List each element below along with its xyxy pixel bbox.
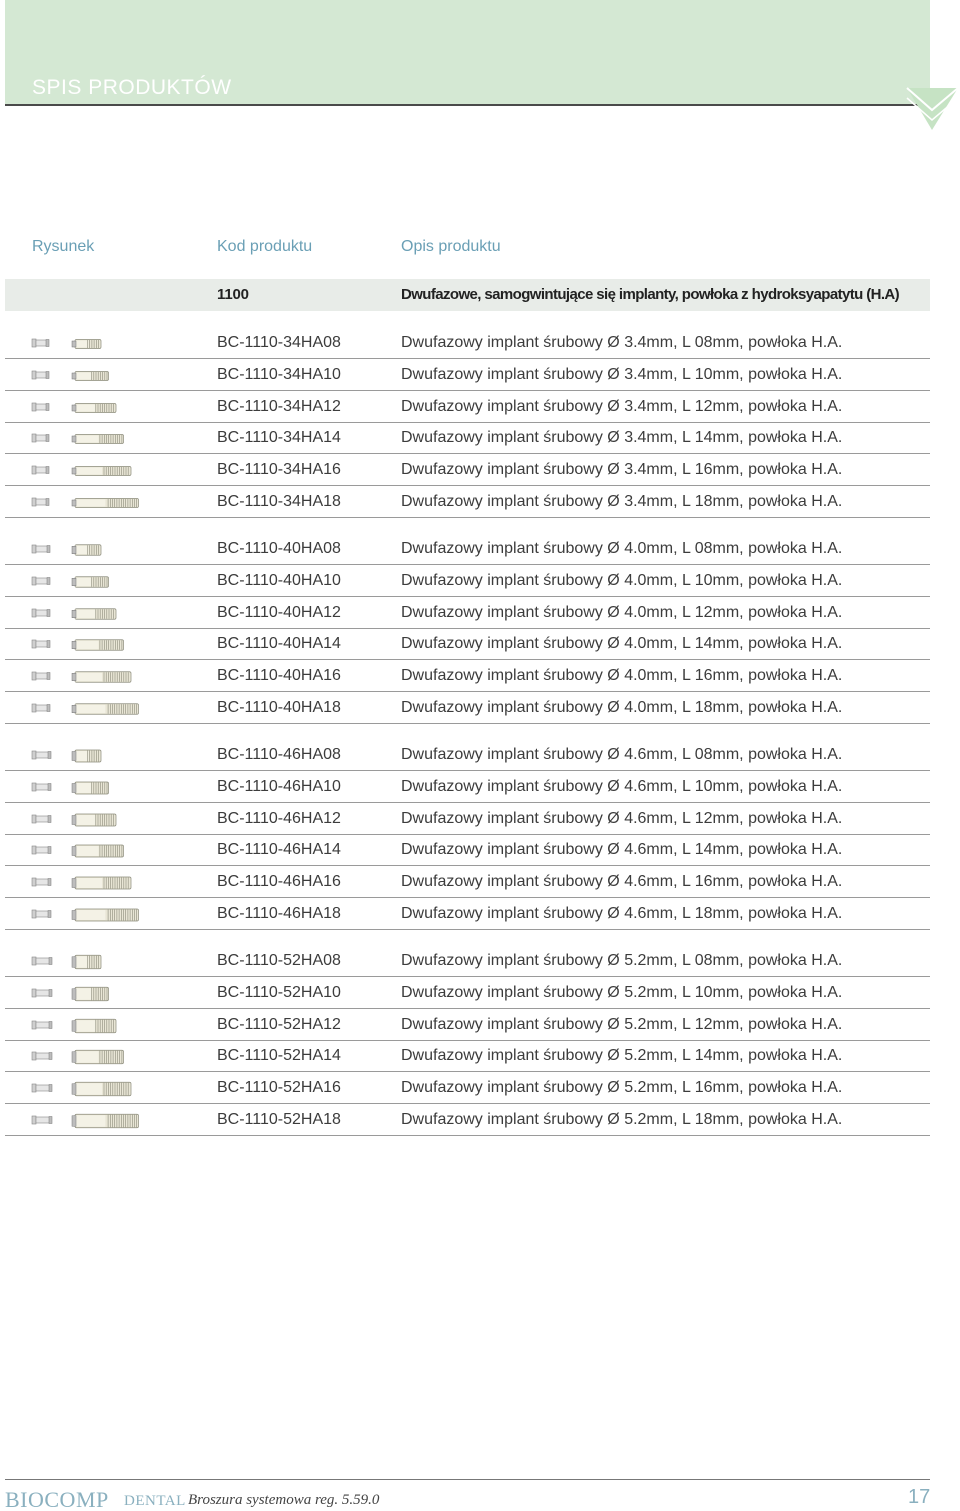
implant-icon	[71, 367, 151, 385]
abutment-icon	[31, 748, 53, 762]
table-row	[5, 834, 930, 866]
column-header-figure: Rysunek	[32, 238, 95, 255]
table-row	[5, 660, 930, 692]
product-code: BC-1110-46HA16	[217, 873, 341, 890]
implant-icon	[71, 573, 151, 591]
product-description: Dwufazowy implant śrubowy Ø 4.0mm, L 16mm, powłoka H.A.	[401, 667, 843, 684]
abutment-icon	[31, 701, 53, 715]
table-row	[5, 565, 930, 597]
table-row	[5, 803, 930, 835]
product-description: Dwufazowy implant śrubowy Ø 3.4mm, L 16mm, powłoka H.A.	[401, 461, 843, 478]
table-row	[5, 945, 930, 977]
product-description: Dwufazowy implant śrubowy Ø 5.2mm, L 12mm, powłoka H.A.	[401, 1016, 843, 1033]
abutment-icon	[31, 606, 53, 620]
group-description: Dwufazowe, samogwintujące się implanty, powłoka z hydroksyapatytu (H.A)	[401, 286, 900, 303]
abutment-icon	[31, 1049, 53, 1063]
product-description: Dwufazowy implant śrubowy Ø 4.0mm, L 08mm, powłoka H.A.	[401, 540, 843, 557]
product-code: BC-1110-52HA12	[217, 1016, 341, 1033]
product-code: BC-1110-40HA10	[217, 572, 341, 589]
table-row	[5, 1072, 930, 1104]
footer-divider	[5, 1479, 930, 1480]
product-description: Dwufazowy implant śrubowy Ø 3.4mm, L 10mm, powłoka H.A.	[401, 366, 843, 383]
abutment-icon	[31, 400, 53, 414]
product-code: BC-1110-40HA16	[217, 667, 341, 684]
product-description: Dwufazowy implant śrubowy Ø 4.0mm, L 14mm, powłoka H.A.	[401, 635, 843, 652]
implant-icon	[71, 953, 151, 971]
implant-icon	[71, 811, 151, 829]
product-code: BC-1110-34HA14	[217, 429, 341, 446]
abutment-icon	[31, 463, 53, 477]
abutment-icon	[31, 954, 53, 968]
table-row	[5, 359, 930, 391]
product-code: BC-1110-52HA10	[217, 984, 341, 1001]
abutment-icon	[31, 542, 53, 556]
product-description: Dwufazowy implant śrubowy Ø 3.4mm, L 14mm, powłoka H.A.	[401, 429, 843, 446]
product-description: Dwufazowy implant śrubowy Ø 5.2mm, L 08mm, powłoka H.A.	[401, 952, 843, 969]
implant-icon	[71, 541, 151, 559]
table-row	[5, 628, 930, 660]
product-code: BC-1110-46HA10	[217, 778, 341, 795]
table-row	[5, 533, 930, 565]
table-row	[5, 1009, 930, 1041]
product-code: BC-1110-46HA18	[217, 905, 341, 922]
product-code: BC-1110-52HA14	[217, 1047, 341, 1064]
chevron-down-icon	[905, 84, 960, 132]
product-code: BC-1110-52HA16	[217, 1079, 341, 1096]
document-reference: Broszura systemowa reg. 5.59.0	[188, 1492, 380, 1508]
abutment-icon	[31, 336, 53, 350]
product-description: Dwufazowy implant śrubowy Ø 4.6mm, L 10mm, powłoka H.A.	[401, 778, 843, 795]
table-row	[5, 977, 930, 1009]
product-description: Dwufazowy implant śrubowy Ø 4.6mm, L 18mm, powłoka H.A.	[401, 905, 843, 922]
product-description: Dwufazowy implant śrubowy Ø 5.2mm, L 18mm, powłoka H.A.	[401, 1111, 843, 1128]
product-description: Dwufazowy implant śrubowy Ø 4.6mm, L 12mm, powłoka H.A.	[401, 810, 843, 827]
table-row	[5, 692, 930, 724]
header-divider	[5, 104, 930, 106]
abutment-icon	[31, 1113, 53, 1127]
implant-icon	[71, 462, 151, 480]
table-row	[5, 739, 930, 771]
table-row	[5, 597, 930, 629]
product-description: Dwufazowy implant śrubowy Ø 5.2mm, L 10mm, powłoka H.A.	[401, 984, 843, 1001]
table-row	[5, 391, 930, 423]
brand-logo: BIOCOMP	[5, 1487, 109, 1511]
implant-icon	[71, 747, 151, 765]
product-description: Dwufazowy implant śrubowy Ø 5.2mm, L 14mm, powłoka H.A.	[401, 1047, 843, 1064]
product-description: Dwufazowy implant śrubowy Ø 4.6mm, L 08mm, powłoka H.A.	[401, 746, 843, 763]
implant-icon	[71, 494, 151, 512]
product-code: BC-1110-40HA14	[217, 635, 341, 652]
product-description: Dwufazowy implant śrubowy Ø 4.0mm, L 18mm, powłoka H.A.	[401, 699, 843, 716]
column-header-code: Kod produktu	[217, 238, 313, 255]
product-code: BC-1110-46HA08	[217, 746, 341, 763]
table-row	[5, 454, 930, 486]
implant-icon	[71, 605, 151, 623]
product-description: Dwufazowy implant śrubowy Ø 5.2mm, L 16mm, powłoka H.A.	[401, 1079, 843, 1096]
abutment-icon	[31, 637, 53, 651]
abutment-icon	[31, 986, 53, 1000]
implant-icon	[71, 399, 151, 417]
product-code: BC-1110-34HA18	[217, 493, 341, 510]
column-header-description: Opis produktu	[401, 238, 501, 255]
product-code: BC-1110-40HA18	[217, 699, 341, 716]
abutment-icon	[31, 431, 53, 445]
page-title: SPIS PRODUKTÓW	[32, 76, 232, 99]
abutment-icon	[31, 1081, 53, 1095]
abutment-icon	[31, 812, 53, 826]
abutment-icon	[31, 368, 53, 382]
abutment-icon	[31, 780, 53, 794]
product-code: BC-1110-52HA18	[217, 1111, 341, 1128]
abutment-icon	[31, 1018, 53, 1032]
product-code: BC-1110-46HA14	[217, 841, 341, 858]
table-row	[5, 486, 930, 518]
brand-logo-sub: DENTAL	[124, 1493, 186, 1509]
implant-icon	[71, 906, 151, 924]
abutment-icon	[31, 574, 53, 588]
abutment-icon	[31, 875, 53, 889]
table-row	[5, 898, 930, 930]
table-row	[5, 327, 930, 359]
product-description: Dwufazowy implant śrubowy Ø 4.0mm, L 10mm, powłoka H.A.	[401, 572, 843, 589]
page-number: 17	[908, 1486, 931, 1508]
product-description: Dwufazowy implant śrubowy Ø 4.6mm, L 14mm, powłoka H.A.	[401, 841, 843, 858]
group-code: 1100	[217, 286, 249, 303]
table-row	[5, 1040, 930, 1072]
product-description: Dwufazowy implant śrubowy Ø 4.0mm, L 12mm, powłoka H.A.	[401, 604, 843, 621]
product-code: BC-1110-34HA12	[217, 398, 341, 415]
implant-icon	[71, 1080, 151, 1098]
abutment-icon	[31, 843, 53, 857]
table-row	[5, 771, 930, 803]
product-description: Dwufazowy implant śrubowy Ø 3.4mm, L 12mm, powłoka H.A.	[401, 398, 843, 415]
implant-icon	[71, 1112, 151, 1130]
product-code: BC-1110-34HA10	[217, 366, 341, 383]
product-description: Dwufazowy implant śrubowy Ø 3.4mm, L 18mm, powłoka H.A.	[401, 493, 843, 510]
product-code: BC-1110-40HA08	[217, 540, 341, 557]
implant-icon	[71, 636, 151, 654]
product-description: Dwufazowy implant śrubowy Ø 3.4mm, L 08mm, powłoka H.A.	[401, 334, 843, 351]
implant-icon	[71, 335, 151, 353]
implant-icon	[71, 874, 151, 892]
table-row	[5, 1104, 930, 1136]
table-row	[5, 866, 930, 898]
abutment-icon	[31, 907, 53, 921]
implant-icon	[71, 842, 151, 860]
implant-icon	[71, 700, 151, 718]
product-code: BC-1110-52HA08	[217, 952, 341, 969]
table-row	[5, 422, 930, 454]
implant-icon	[71, 985, 151, 1003]
product-code: BC-1110-34HA08	[217, 334, 341, 351]
implant-icon	[71, 779, 151, 797]
product-code: BC-1110-34HA16	[217, 461, 341, 478]
implant-icon	[71, 1048, 151, 1066]
abutment-icon	[31, 669, 53, 683]
abutment-icon	[31, 495, 53, 509]
implant-icon	[71, 668, 151, 686]
product-code: BC-1110-46HA12	[217, 810, 341, 827]
product-description: Dwufazowy implant śrubowy Ø 4.6mm, L 16mm, powłoka H.A.	[401, 873, 843, 890]
implant-icon	[71, 1017, 151, 1035]
product-code: BC-1110-40HA12	[217, 604, 341, 621]
implant-icon	[71, 430, 151, 448]
